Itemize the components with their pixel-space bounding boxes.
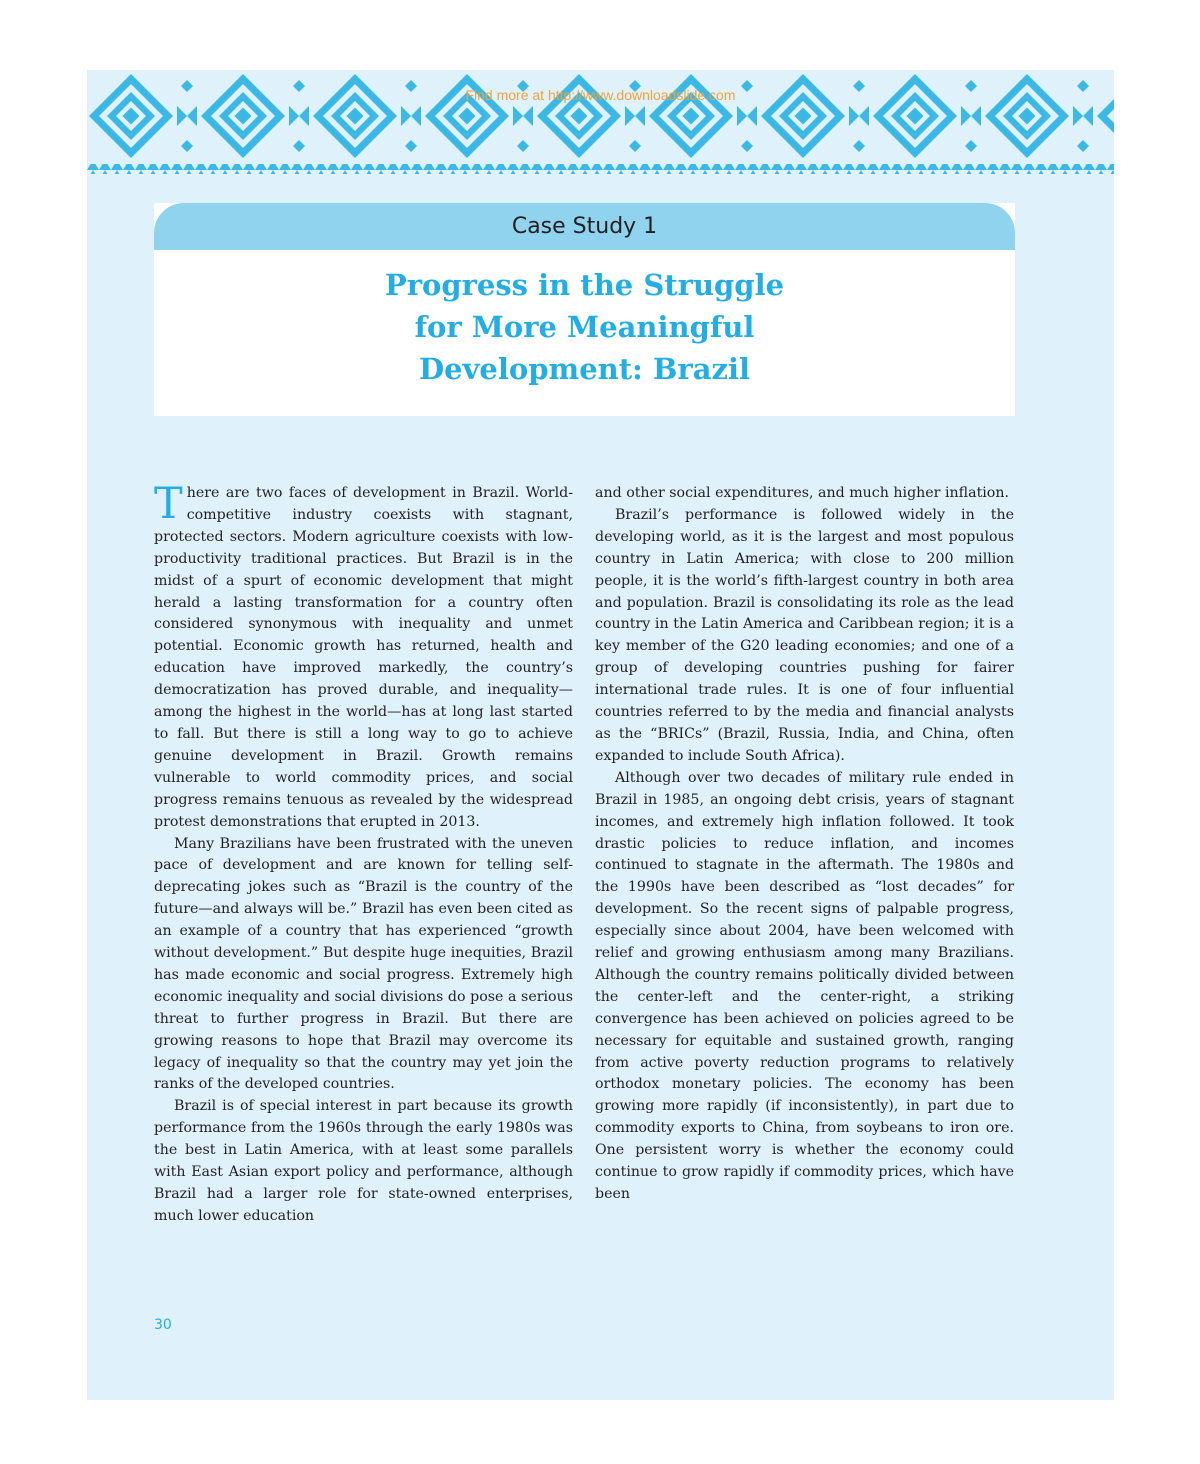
case-study-label: Case Study 1 bbox=[511, 214, 658, 239]
paragraph: Brazil’s performance is followed widely in the developing world, as it is the largest and most populous country in Latin America; with close to 200 million people, it is the world’s fifth-largest country in both area and population. Brazil is consolidating its role as the lead country in the Latin America and Caribbean region; it is a key member of the G20 leading economies; and one of a group of developing countries pushing for fairer international trade rules. It is one of four influential countries referred to by the media and financial analysts as the “BRICs” (Brazil, Russia, India, and China, often expanded to include South Africa). bbox=[595, 506, 1014, 764]
paragraph: and other social expenditures, and much higher inflation. bbox=[595, 485, 1009, 501]
drop-cap: T bbox=[154, 479, 183, 529]
title-line-2: for More Meaningful bbox=[414, 310, 755, 344]
watermark-link[interactable]: Find more at http://www.downloadslide.com bbox=[465, 87, 736, 103]
title-line-3: Development: Brazil bbox=[418, 352, 751, 386]
paragraph: Many Brazilians have been frustrated with the uneven pace of development and are known for telling self-deprecating jokes such as “Brazil is the country of the future—and always will be.” Brazil has even been cited as an example of a country that has experienced “growth without development.” But despite huge inequities, Brazil has made economic and social progress. Extremely high economic inequality and social divisions do pose a serious threat to further progress in Brazil. But there are growing reasons to hope that Brazil may overcome its legacy of inequality so that the country may yet join the ranks of the developed countries. bbox=[154, 835, 573, 1093]
title-line-1: Progress in the Struggle bbox=[384, 268, 785, 302]
case-study-title bbox=[154, 264, 1015, 390]
paragraph-text: here are two faces of development in Brazil. World-competitive industry coexists with stagnant, protected sectors. Modern agriculture coexists with low-productivity traditional practices. But Brazil is in the midst of a spurt of economic development that might herald a lasting transformation for a country often considered synonymous with inequality and unmet potential. Economic growth has returned, health and education have improved markedly, the country’s democratization has proved durable, and inequality—among the highest in the world—has at long last started to fall. But there is still a long way to go to achieve genuine development in Brazil. Growth remains vulnerable to world commodity prices, and social progress remains tenuous as revealed by the widespread protest demonstrations that erupted in 2013. bbox=[154, 485, 573, 830]
book-page bbox=[87, 70, 1114, 1400]
paragraph: Although over two decades of military rule ended in Brazil in 1985, an ongoing debt crisis, years of stagnant incomes, and extremely high inflation followed. It took drastic policies to reduce inflation, and incomes continued to stagnate in the aftermath. The 1980s and the 1990s have been described as “lost decades” for development. So the recent signs of palpable progress, especially since about 2004, have been welcomed with relief and growing enthusiasm among many Brazilians. Although the country remains politically divided between the center-left and the center-right, a striking convergence has been achieved on policies agreed to be necessary for equitable and sustained growth, ranging from active poverty reduction programs to relatively orthodox monetary policies. The economy has been growing more rapidly (if inconsistently), in part due to commodity exports to China, from soybeans to iron ore. One persistent worry is whether the economy could continue to grow rapidly if commodity prices, which have been bbox=[595, 769, 1014, 1202]
paragraph bbox=[154, 479, 573, 834]
paragraph: Brazil is of special interest in part because its growth performance from the 1960s through the early 1980s was the best in Latin America, with at least some parallels with East Asian export policy and performance, although Brazil had a larger role for state-owned enterprises, much lower education bbox=[154, 1098, 573, 1224]
case-label-band bbox=[154, 203, 1015, 250]
right-column bbox=[595, 483, 1014, 1206]
case-study-header bbox=[154, 203, 1015, 416]
left-column bbox=[154, 479, 573, 1228]
decorative-banner bbox=[87, 70, 1114, 178]
page-number: 30 bbox=[154, 1317, 172, 1333]
